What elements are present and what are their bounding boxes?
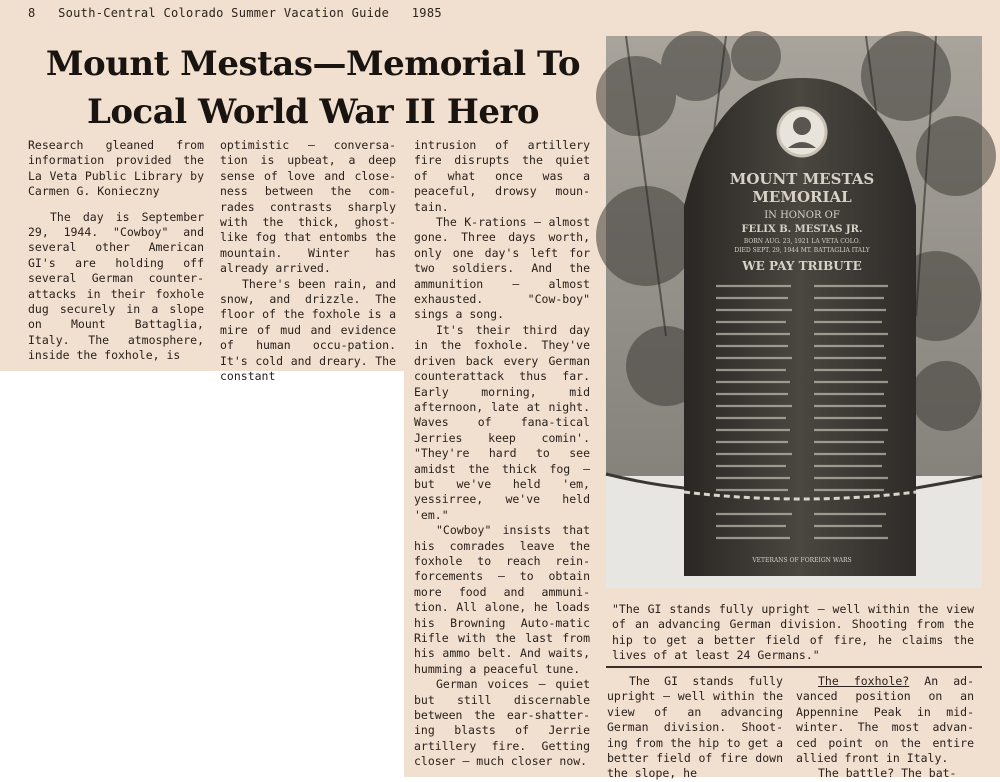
paragraph: German voices – quiet but still discernable between the ear-shatter-ing blasts of Jerrie artillery fire. Getting closer – much closer now. [414,677,590,769]
memorial-photo [606,36,982,588]
page-number: 8 [28,6,36,20]
article-column-5 [796,674,974,781]
publication-year: 1985 [411,6,442,20]
monument-honor: IN HONOR OF [764,210,840,221]
research-credit: Research gleaned from information provided the La Veta Public Library by Carmen G. Konieczny [28,138,204,199]
headline [28,40,598,136]
paragraph: The GI stands fully upright – well within the view of an advancing German division. Shoot-ing from the hip to get a better field of fire down the slope, he [607,674,783,781]
paragraph: intrusion of artillery fire disrupts the quiet of what once was a peaceful, drowsy moun-tain. [414,138,590,214]
paragraph: It's their third day in the foxhole. They've driven back every German counterattack thus far. Early morning, mid afternoon, late at night. Waves of fana-tical Jerries keep comin'. "They're hard to see amidst the thick fog – but we've held 'em, yessirree, we've held 'em." [414,322,590,522]
monument-tribute: WE PAY TRIBUTE [742,259,862,273]
paragraph: optimistic – conversa-tion is upbeat, a deep sense of love and close-ness between the com-rades contrasts sharply with the thick, ghost-like fog that entombs the mountain. Winter has already arrived. [220,138,396,276]
article-column-1 [28,138,204,370]
foxhole-lead: The foxhole? [818,674,910,688]
photo-caption: "The GI stands fully upright – well within the view of an advancing German division. Shooting from the hip to get a better field of fire, he claims the lives of at least 24 Germans." [612,602,974,663]
paragraph: The day is September 29, 1944. "Cowboy" and several other American GI's are holding off several German counter-attacks in their foxhole dug securely in a slope on Mount Battaglia, Italy. The atmosphere, inside the foxhole, is [28,209,204,363]
headline-line-2: Local World War II Hero [86,92,540,132]
article-column-3 [414,138,590,768]
publication-name: South-Central Colorado Summer Vacation Guide [58,6,390,20]
running-header [28,6,442,20]
caption-divider [606,666,982,668]
article-column-4 [607,674,783,781]
foxhole-text: An ad-vanced position on an Appennine Peak in mid-winter. The most advan-ced point on the entire allied front in Italy. [796,674,974,766]
monument-died: DIED SEPT. 29, 1944 MT. BATTAGLIA ITALY [734,247,870,254]
headline-line-1: Mount Mestas—Memorial To [45,44,581,84]
paragraph: There's been rain, and snow, and drizzle. The floor of the foxhole is a mire of mud and evidence of human occu-pation. It's cold and dreary. The constant [220,276,396,384]
paragraph [796,674,974,766]
paragraph: The battle? The bat- [818,766,957,781]
article-column-2 [220,138,396,384]
monument-name: FELIX B. MESTAS JR. [741,224,863,235]
paragraph: The K-rations – almost gone. Three days worth, only one day's left for two soldiers. And the ammunition – almost exhausted. "Cow-boy" sings a song. [414,215,590,322]
monument-title-2: MEMORIAL [752,188,852,206]
monument-footer: VETERANS OF FOREIGN WARS [752,557,852,564]
monument-born: BORN AUG. 23, 1921 LA VETA COLO. [743,238,861,245]
monument-title-1: MOUNT MESTAS [729,170,875,188]
paragraph: "Cowboy" insists that his comrades leave the foxhole to reach rein-forcements – to obtain more food and ammuni-tion. All alone, he loads his Browning Auto-matic Rifle with the last from his ammo belt. And waits, humming a peaceful tune. [414,523,590,676]
